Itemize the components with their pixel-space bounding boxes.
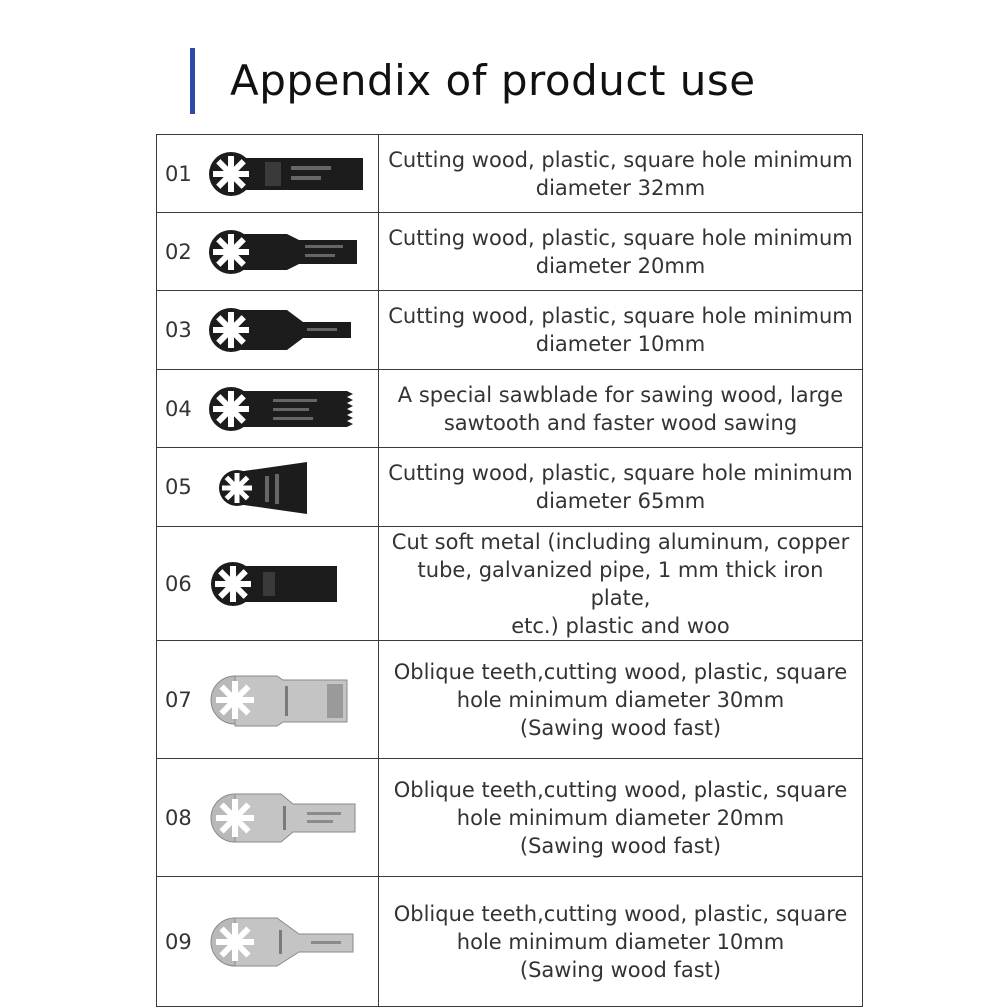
description-line: Oblique teeth,cutting wood, plastic, square — [393, 901, 848, 926]
title-accent-bar — [190, 48, 195, 114]
table-row — [157, 291, 862, 370]
description-line: (Sawing wood fast) — [519, 715, 722, 740]
description-line: hole minimum diameter 30mm — [456, 687, 785, 712]
row-number: 03 — [165, 318, 192, 342]
description-line: diameter 10mm — [535, 332, 706, 356]
row-number: 07 — [165, 687, 192, 712]
blade-cell — [157, 448, 379, 526]
wide-silver-blade-icon — [207, 660, 363, 740]
blade-cell — [157, 759, 379, 876]
description-line: Oblique teeth,cutting wood, plastic, square — [393, 777, 848, 802]
table-row — [157, 448, 862, 527]
table-row — [157, 527, 862, 641]
table-row — [157, 213, 862, 291]
blade-cell — [157, 877, 379, 1006]
blade-cell — [157, 291, 379, 369]
description-cell — [379, 641, 862, 758]
description-cell — [379, 759, 862, 876]
description-line: (Sawing wood fast) — [519, 957, 722, 982]
row-number: 05 — [165, 475, 192, 499]
table-row — [157, 370, 862, 448]
description-line: (Sawing wood fast) — [519, 833, 722, 858]
description-cell — [379, 527, 862, 640]
blade-cell — [157, 135, 379, 212]
medium-silver-blade-icon — [207, 778, 363, 858]
narrow-dark-blade-icon — [207, 302, 363, 358]
row-number: 02 — [165, 239, 192, 264]
description-cell — [379, 213, 862, 290]
narrow-silver-blade-icon — [207, 902, 363, 982]
blade-cell — [157, 213, 379, 290]
metal-dark-blade-icon — [207, 554, 363, 614]
flared-dark-blade-icon — [207, 454, 363, 520]
description-line: Cutting wood, plastic, square hole minimum — [388, 147, 853, 172]
medium-dark-blade-icon — [207, 224, 363, 280]
description-line: Cutting wood, plastic, square hole minimum — [388, 225, 853, 250]
description-line: hole minimum diameter 10mm — [456, 929, 785, 954]
description-line: Cutting wood, plastic, square hole minimum — [388, 461, 853, 485]
description-cell — [379, 370, 862, 447]
blade-cell — [157, 641, 379, 758]
table-row — [157, 877, 862, 1007]
product-use-table — [156, 134, 863, 1007]
blade-cell — [157, 527, 379, 640]
wide-dark-blade-icon — [207, 146, 363, 202]
description-line: hole minimum diameter 20mm — [456, 805, 785, 830]
description-line: diameter 65mm — [535, 489, 706, 513]
description-line: tube, galvanized pipe, 1 mm thick iron plate, — [417, 557, 824, 610]
row-number: 01 — [165, 161, 192, 186]
description-line: A special sawblade for sawing wood, large — [397, 382, 844, 407]
blade-cell — [157, 370, 379, 447]
description-line: diameter 32mm — [535, 175, 706, 200]
description-line: sawtooth and faster wood sawing — [443, 410, 798, 435]
description-cell — [379, 291, 862, 369]
row-number: 09 — [165, 929, 192, 954]
description-line: Oblique teeth,cutting wood, plastic, square — [393, 659, 848, 684]
description-line: diameter 20mm — [535, 253, 706, 278]
table-row — [157, 135, 862, 213]
table-row — [157, 759, 862, 877]
description-line: Cutting wood, plastic, square hole minimum — [388, 304, 853, 328]
description-cell — [379, 135, 862, 212]
description-cell — [379, 877, 862, 1006]
description-line: etc.) plastic and woo — [511, 613, 730, 638]
description-line: Cut soft metal (including aluminum, copper — [391, 529, 850, 554]
sawtooth-dark-blade-icon — [207, 381, 363, 437]
row-number: 06 — [165, 571, 192, 596]
row-number: 08 — [165, 805, 192, 830]
table-row — [157, 641, 862, 759]
description-cell — [379, 448, 862, 526]
row-number: 04 — [165, 396, 192, 421]
page-title: Appendix of product use — [230, 56, 756, 105]
